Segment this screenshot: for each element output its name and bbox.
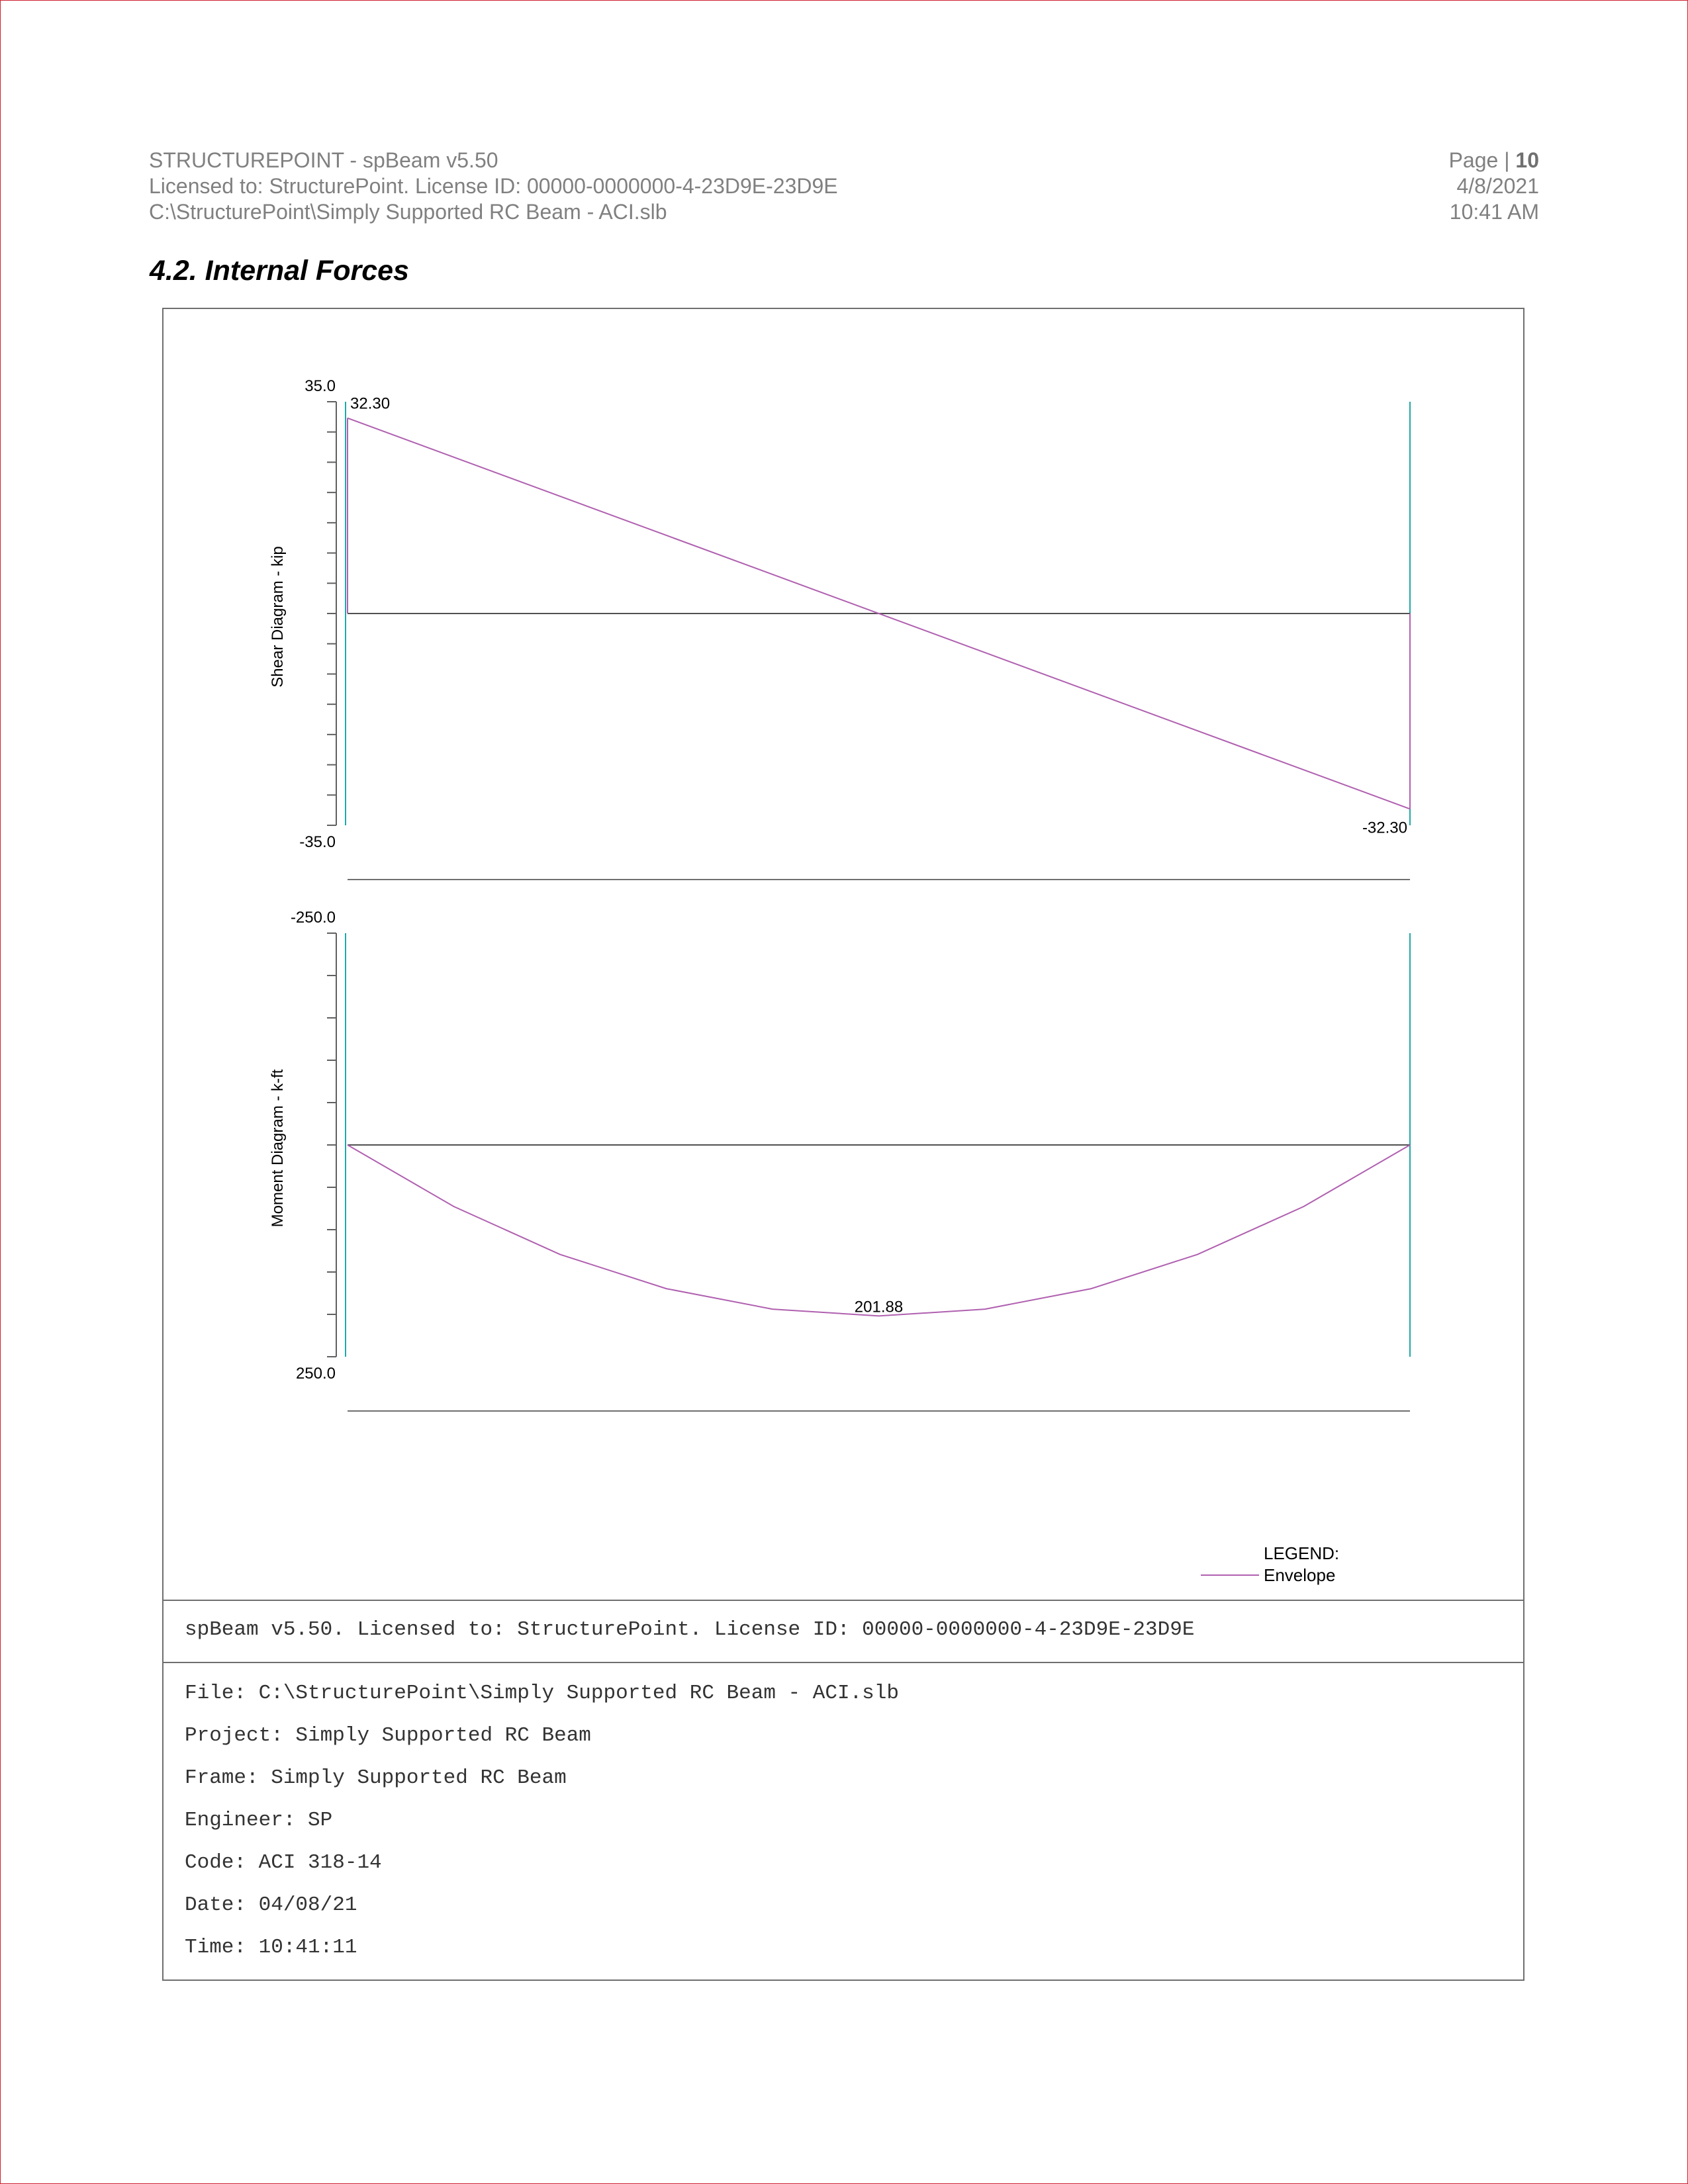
moment-envelope-curve <box>348 1145 1410 1316</box>
chart-legend <box>1201 1543 1339 1585</box>
shear-annotations <box>350 395 1407 837</box>
page-indicator <box>1449 148 1539 173</box>
moment-data-label: 201.88 <box>854 1298 904 1316</box>
page-number: 10 <box>1515 148 1539 172</box>
info-time: Time: 10:41:11 <box>185 1936 357 1959</box>
project-info <box>185 1680 899 1977</box>
page-label: Page | <box>1448 148 1510 172</box>
chart-area <box>164 309 1523 1600</box>
shear-axis-ticks <box>327 402 336 825</box>
info-code: Code: ACI 318-14 <box>185 1851 382 1874</box>
info-frame: Frame: Simply Supported RC Beam <box>185 1766 567 1790</box>
header-time: 10:41 AM <box>1449 200 1539 224</box>
section-title: 4.2. Internal Forces <box>150 255 409 287</box>
license-line: spBeam v5.50. Licensed to: StructurePoint. License ID: 00000-0000000-4-23D9E-23D9E <box>185 1618 1195 1641</box>
license-bar <box>164 1600 1523 1663</box>
header-date: 4/8/2021 <box>1456 174 1539 198</box>
info-date: Date: 04/08/21 <box>185 1893 357 1917</box>
moment-y-axis-label: Moment Diagram - k-ft <box>269 1069 287 1228</box>
moment-y-top-label: -250.0 <box>290 909 336 927</box>
header-file-path: C:\StructurePoint\Simply Supported RC Beam - ACI.slb <box>149 200 667 224</box>
moment-axis-ticks <box>327 933 336 1357</box>
shear-data-label: 32.30 <box>350 394 391 413</box>
info-engineer: Engineer: SP <box>185 1809 333 1832</box>
shear-chart <box>269 377 1410 880</box>
moment-y-bottom-label: 250.0 <box>295 1365 336 1383</box>
internal-forces-charts <box>164 309 1523 1600</box>
info-file: File: C:\StructurePoint\Simply Supported RC Beam - ACI.slb <box>185 1682 899 1705</box>
report-header-right <box>1449 148 1539 225</box>
header-program: STRUCTUREPOINT - spBeam v5.50 <box>149 148 498 172</box>
report-header-left <box>149 148 838 225</box>
info-project: Project: Simply Supported RC Beam <box>185 1724 591 1747</box>
chart-frame <box>162 308 1524 1981</box>
legend-title: LEGEND: <box>1264 1543 1340 1563</box>
moment-chart <box>269 909 1410 1411</box>
shear-y-axis-label: Shear Diagram - kip <box>269 546 287 688</box>
moment-annotations <box>855 1298 903 1316</box>
legend-envelope-label: Envelope <box>1264 1565 1336 1585</box>
header-license: Licensed to: StructurePoint. License ID: 00000-0000000-4-23D9E-23D9E <box>149 174 838 198</box>
shear-y-max-label: 35.0 <box>305 377 336 395</box>
shear-data-label: -32.30 <box>1362 819 1407 837</box>
shear-y-min-label: -35.0 <box>299 833 336 851</box>
